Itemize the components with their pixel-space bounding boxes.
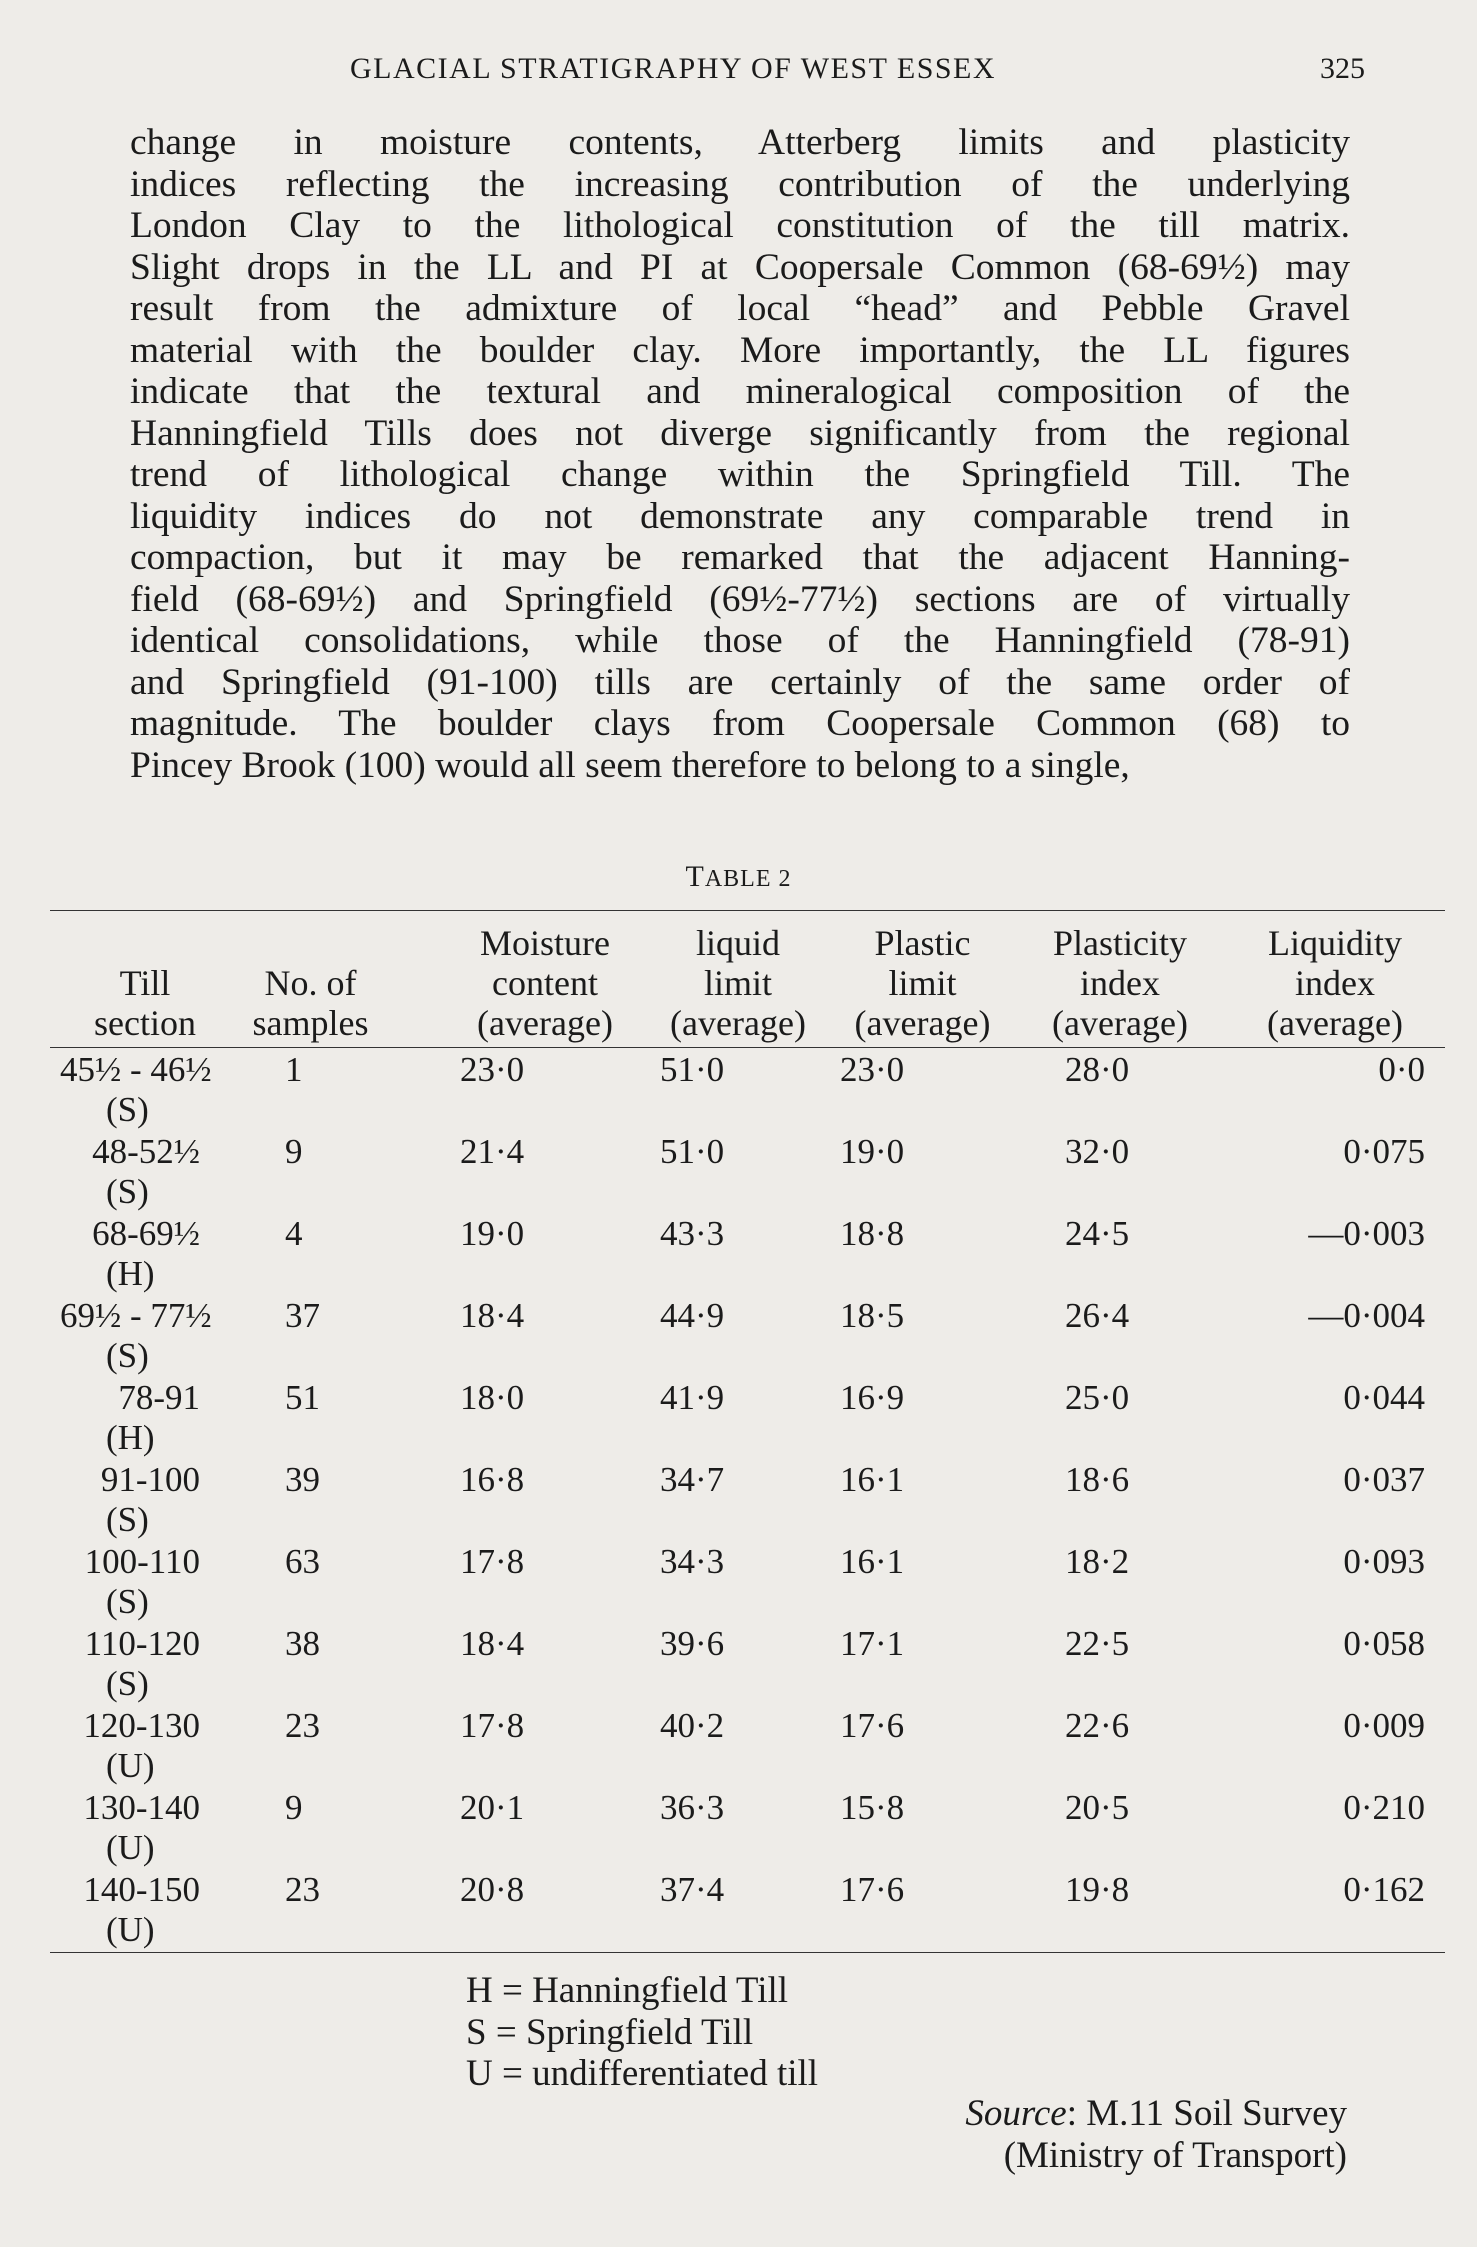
table-title-initial: T: [685, 860, 705, 893]
table-row-till-type: (U): [106, 1910, 155, 1949]
table-row-liquidity-index: 0·037: [1343, 1460, 1425, 1499]
header-plasticity-index: Plasticity index (average): [1052, 923, 1188, 1043]
table-row-plastic-limit: 19·0: [840, 1132, 905, 1171]
table-row-liquidity-index: 0·162: [1343, 1870, 1425, 1909]
table-row-till-type: (H): [106, 1254, 155, 1293]
paragraph-line: indicate that the textural and mineralogical composition of the: [130, 371, 1350, 412]
paragraph-line: compaction, but it may be remarked that the adjacent Hanning-: [130, 537, 1350, 578]
table-row-samples: 1: [285, 1050, 303, 1089]
table-row-liquidity-index: 0·044: [1343, 1378, 1425, 1417]
table-row-section: 140-150: [83, 1870, 200, 1909]
table-row-plasticity-index: 32·0: [1065, 1132, 1130, 1171]
table-header-rule: [50, 1047, 1445, 1048]
source-text: : M.11 Soil Survey: [1066, 2093, 1347, 2134]
table-row-section: 48-52½: [92, 1132, 200, 1171]
paragraph-line: change in moisture contents, Atterberg limits and plasticity: [130, 122, 1350, 163]
table-row-liquid-limit: 37·4: [660, 1870, 725, 1909]
running-head: [130, 52, 1365, 96]
paragraph-line: trend of lithological change within the Springfield Till. The: [130, 454, 1350, 495]
table-row-section: 78-91: [118, 1378, 200, 1417]
table-row-liquidity-index: —0·004: [1308, 1296, 1425, 1335]
table-title-rest: ABLE 2: [704, 866, 792, 892]
table-row-plasticity-index: 22·6: [1065, 1706, 1130, 1745]
table-row-liquid-limit: 34·7: [660, 1460, 725, 1499]
table-row-liquid-limit: 36·3: [660, 1788, 725, 1827]
paragraph-line: field (68-69½) and Springfield (69½-77½) sections are of virtually: [130, 578, 1350, 620]
table-row-plastic-limit: 16·1: [840, 1542, 905, 1581]
table-row-liquid-limit: 44·9: [660, 1296, 725, 1335]
source-label: Source: [965, 2093, 1067, 2134]
table-row-moisture: 17·8: [460, 1542, 525, 1581]
table-row-liquid-limit: 51·0: [660, 1132, 725, 1171]
header-liquidity-index: Liquidity index (average): [1267, 923, 1403, 1043]
table-row-liquid-limit: 41·9: [660, 1378, 725, 1417]
table-row-plasticity-index: 18·6: [1065, 1460, 1130, 1499]
table-row-moisture: 23·0: [460, 1050, 525, 1089]
paragraph-line: material with the boulder clay. More importantly, the LL figures: [130, 329, 1350, 371]
table-row-samples: 9: [285, 1132, 303, 1171]
table-row-samples: 39: [285, 1460, 320, 1499]
table-source: [647, 2093, 1347, 2176]
paragraph-line: Pincey Brook (100) would all seem therefore to belong to a single,: [130, 744, 1130, 786]
table-row-samples: 23: [285, 1870, 320, 1909]
table-row-till-type: (S): [106, 1336, 149, 1375]
body-paragraph: [130, 122, 1350, 786]
table-row-liquid-limit: 34·3: [660, 1542, 725, 1581]
table-row-section: 91-100: [100, 1460, 200, 1499]
table-row-liquidity-index: 0·058: [1343, 1624, 1425, 1663]
table-row-plastic-limit: 16·9: [840, 1378, 905, 1417]
table-row-section: 130-140: [83, 1788, 200, 1827]
paragraph-line: London Clay to the lithological constitution of the till matrix.: [130, 205, 1350, 246]
paragraph-line: magnitude. The boulder clays from Coopersale Common (68) to: [130, 703, 1350, 744]
table-row-plastic-limit: 17·1: [840, 1624, 905, 1663]
table-row-plasticity-index: 25·0: [1065, 1378, 1130, 1417]
table-row-liquid-limit: 40·2: [660, 1706, 725, 1745]
table-row-plasticity-index: 28·0: [1065, 1050, 1130, 1089]
table-row-moisture: 19·0: [460, 1214, 525, 1253]
table-row-section: 45½ - 46½: [60, 1050, 212, 1089]
table-row-samples: 51: [285, 1378, 320, 1417]
table-row-moisture: 18·0: [460, 1378, 525, 1417]
table-row-samples: 23: [285, 1706, 320, 1745]
table-row-section: 69½ - 77½: [60, 1296, 212, 1335]
table-row-section: 68-69½: [92, 1214, 200, 1253]
table-row-moisture: 18·4: [460, 1296, 525, 1335]
table-row-moisture: 17·8: [460, 1706, 525, 1745]
table-row-till-type: (S): [106, 1172, 149, 1211]
table-row-liquid-limit: 51·0: [660, 1050, 725, 1089]
table-row-samples: 37: [285, 1296, 320, 1335]
table-row-plasticity-index: 26·4: [1065, 1296, 1130, 1335]
table-title: [0, 860, 1477, 894]
table-row-liquid-limit: 43·3: [660, 1214, 725, 1253]
table-row-section: 110-120: [84, 1624, 200, 1663]
table-row-till-type: (S): [106, 1582, 149, 1621]
paragraph-line: Slight drops in the LL and PI at Coopersale Common (68-69½) may: [130, 246, 1350, 288]
table-row-plasticity-index: 18·2: [1065, 1542, 1130, 1581]
header-plastic-limit: Plastic limit (average): [854, 923, 991, 1043]
table-row-plasticity-index: 22·5: [1065, 1624, 1130, 1663]
table-row-samples: 38: [285, 1624, 320, 1663]
table-row-section: 120-130: [83, 1706, 200, 1745]
table-row-moisture: 21·4: [460, 1132, 525, 1171]
table-row-liquid-limit: 39·6: [660, 1624, 725, 1663]
table-legend: [466, 1970, 818, 2095]
table-row-samples: 63: [285, 1542, 320, 1581]
table-top-rule: [50, 910, 1445, 911]
header-moisture: Moisture content (average): [477, 923, 613, 1043]
header-till-section: Till section: [94, 963, 196, 1043]
table-bottom-rule: [50, 1952, 1445, 1953]
header-samples: No. of samples: [252, 963, 369, 1043]
table-row-till-type: (S): [106, 1500, 149, 1539]
table-row-plastic-limit: 15·8: [840, 1788, 905, 1827]
paragraph-line: result from the admixture of local “head” and Pebble Gravel: [130, 288, 1350, 329]
table-row-samples: 4: [285, 1214, 303, 1253]
paragraph-line: indices reflecting the increasing contribution of the underlying: [130, 163, 1350, 205]
table-row-liquidity-index: —0·003: [1308, 1214, 1425, 1253]
table-row-liquidity-index: 0·0: [1378, 1050, 1425, 1089]
table-row-plastic-limit: 17·6: [840, 1706, 905, 1745]
running-title: GLACIAL STRATIGRAPHY OF WEST ESSEX: [350, 52, 997, 85]
table-row-samples: 9: [285, 1788, 303, 1827]
table-row-plasticity-index: 20·5: [1065, 1788, 1130, 1827]
table-row-plasticity-index: 19·8: [1065, 1870, 1130, 1909]
table-row-plastic-limit: 17·6: [840, 1870, 905, 1909]
legend-item: S = Springfield Till: [466, 2011, 754, 2053]
table-row-till-type: (U): [106, 1746, 155, 1785]
paragraph-line: Hanningfield Tills does not diverge significantly from the regional: [130, 412, 1350, 454]
table-row-moisture: 16·8: [460, 1460, 525, 1499]
page-number: 325: [1320, 52, 1365, 85]
table-row-till-type: (S): [106, 1664, 149, 1703]
paragraph-line: identical consolidations, while those of the Hanningfield (78-91): [130, 620, 1350, 661]
legend-item: U = undifferentiated till: [466, 2053, 819, 2094]
table-row-moisture: 18·4: [460, 1624, 525, 1663]
table-row-plastic-limit: 18·5: [840, 1296, 905, 1335]
header-liquid-limit: liquid limit (average): [670, 923, 806, 1043]
table-row-plastic-limit: 16·1: [840, 1460, 905, 1499]
table-row-liquidity-index: 0·009: [1343, 1706, 1425, 1745]
table-row-till-type: (S): [106, 1090, 149, 1129]
paragraph-line: liquidity indices do not demonstrate any comparable trend in: [130, 495, 1350, 537]
table-row-moisture: 20·8: [460, 1870, 525, 1909]
table-row-liquidity-index: 0·093: [1343, 1542, 1425, 1581]
paragraph-line: and Springfield (91-100) tills are certainly of the same order of: [130, 661, 1350, 703]
table-row-till-type: (H): [106, 1418, 155, 1457]
legend-item: H = Hanningfield Till: [466, 1970, 789, 2011]
table-row-plasticity-index: 24·5: [1065, 1214, 1130, 1253]
table-row-plastic-limit: 23·0: [840, 1050, 905, 1089]
source-text-line2: (Ministry of Transport): [1003, 2134, 1347, 2176]
table-row-section: 100-110: [84, 1542, 200, 1581]
table-row-liquidity-index: 0·075: [1343, 1132, 1425, 1171]
table-row-plastic-limit: 18·8: [840, 1214, 905, 1253]
table-row-till-type: (U): [106, 1828, 155, 1867]
table-row-liquidity-index: 0·210: [1343, 1788, 1425, 1827]
table-row-moisture: 20·1: [460, 1788, 525, 1827]
